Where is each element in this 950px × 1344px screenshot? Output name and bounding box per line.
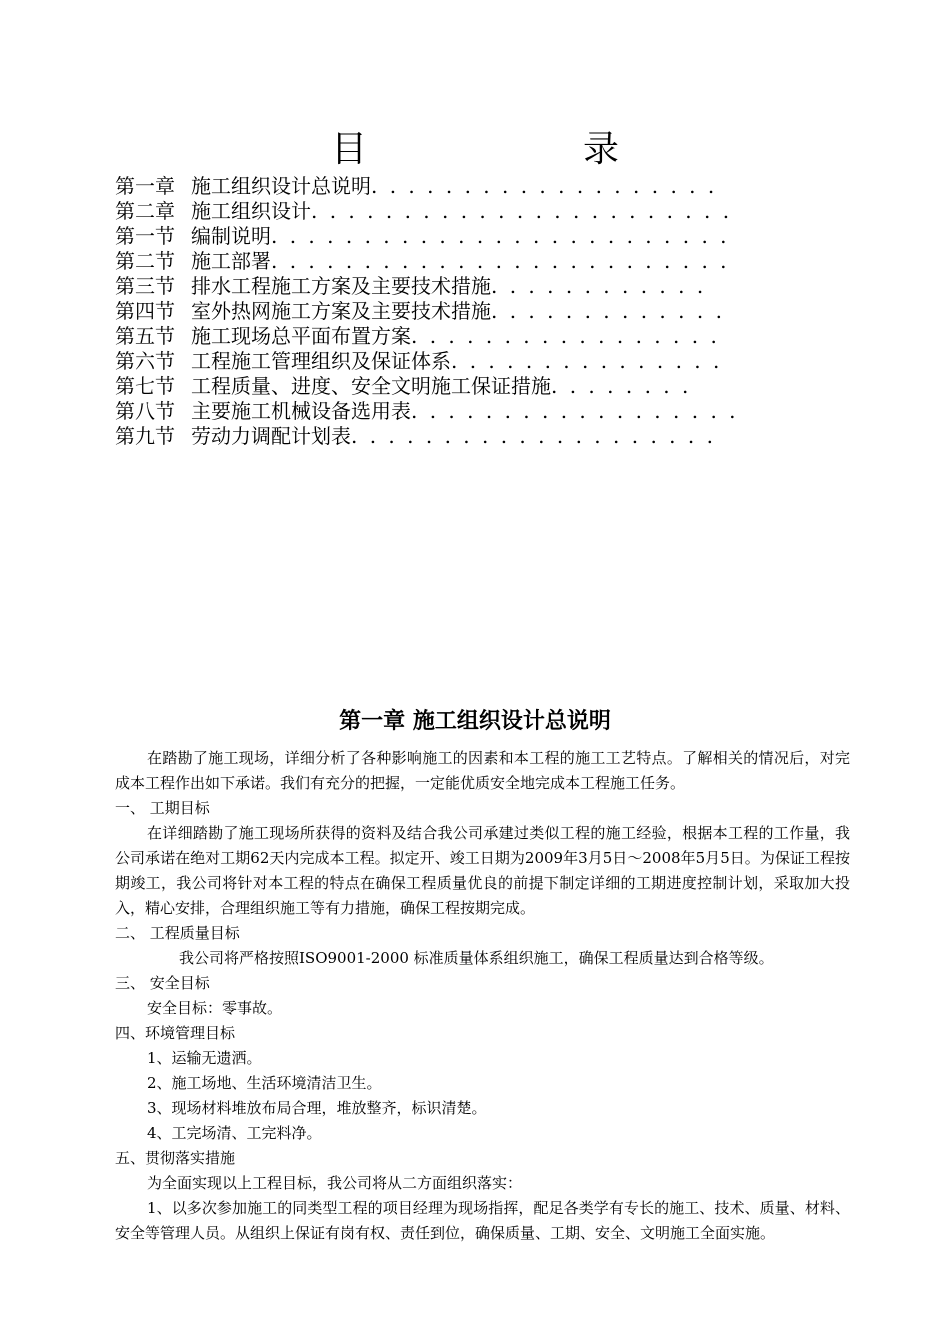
toc-text: 主要施工机械设备选用表 bbox=[191, 399, 411, 423]
toc-label: 第九节 bbox=[115, 424, 175, 448]
toc-label: 第八节 bbox=[115, 399, 175, 423]
toc-text: 编制说明 bbox=[191, 224, 271, 248]
measures-paragraph: 为全面实现以上工程目标，我公司将从二方面组织落实： bbox=[147, 1174, 523, 1192]
list-item: 3、现场材料堆放布局合理，堆放整齐，标识清楚。 bbox=[147, 1099, 487, 1117]
toc-entry[interactable] bbox=[115, 324, 765, 349]
toc-leader: . . . . . . . . . . . . . bbox=[491, 299, 725, 323]
toc-text: 室外热网施工方案及主要技术措施 bbox=[191, 299, 491, 323]
toc-entry[interactable] bbox=[115, 274, 765, 299]
measures-item: 1、以多次参加施工的同类型工程的项目经理为现场指挥，配足各类学有专长的施工、技术、质量、材料、安全等管理人员。从组织上保证有岗有权、责任到位，确保质量、工期、安全、文明施工全面实施。 bbox=[115, 1199, 850, 1242]
toc-entry[interactable] bbox=[115, 174, 765, 199]
toc-label: 第四节 bbox=[115, 299, 175, 323]
section-heading: 五、贯彻落实措施 bbox=[115, 1149, 236, 1167]
toc-text: 施工组织设计总说明 bbox=[191, 174, 371, 198]
toc-leader: . . . . . . . . . . . . . . . . . bbox=[411, 324, 720, 348]
toc-entry[interactable] bbox=[115, 349, 765, 374]
safety-paragraph: 安全目标：零事故。 bbox=[147, 999, 283, 1017]
table-of-contents bbox=[115, 174, 765, 449]
toc-text: 劳动力调配计划表 bbox=[191, 424, 351, 448]
intro-paragraph: 在踏勘了施工现场，详细分析了各种影响施工的因素和本工程的施工工艺特点。了解相关的情况后，对完成本工程作出如下承诺。我们有充分的把握，一定能优质安全地完成本工程施工任务。 bbox=[115, 749, 850, 792]
toc-entry[interactable] bbox=[115, 299, 765, 324]
section-heading: 三、 安全目标 bbox=[115, 974, 210, 992]
toc-text: 工程质量、进度、安全文明施工保证措施 bbox=[191, 374, 551, 398]
toc-leader: . . . . . . . . . . . . . . . . . . . . . . . . . bbox=[271, 249, 730, 273]
toc-label: 第一节 bbox=[115, 224, 175, 248]
toc-label: 第一章 bbox=[115, 174, 175, 198]
toc-leader: . . . . . . . . . . . . . . . . . . . bbox=[371, 174, 718, 198]
toc-label: 第三节 bbox=[115, 274, 175, 298]
toc-label: 第二节 bbox=[115, 249, 175, 273]
toc-leader: . . . . . . . . . . . . bbox=[491, 274, 707, 298]
toc-entry[interactable] bbox=[115, 199, 765, 224]
toc-title: 目 录 bbox=[330, 129, 709, 170]
section-heading: 四、环境管理目标 bbox=[115, 1024, 236, 1042]
chapter-title: 第一章 施工组织设计总说明 bbox=[339, 708, 611, 734]
toc-leader: . . . . . . . . . . . . . . . . . . . . . . . . . bbox=[271, 224, 730, 248]
list-item: 1、运输无遗洒。 bbox=[147, 1049, 262, 1067]
section-heading: 一、 工期目标 bbox=[115, 799, 210, 817]
toc-text: 施工现场总平面布置方案 bbox=[191, 324, 411, 348]
toc-label: 第六节 bbox=[115, 349, 175, 373]
toc-label: 第五节 bbox=[115, 324, 175, 348]
toc-text: 排水工程施工方案及主要技术措施 bbox=[191, 274, 491, 298]
toc-entry[interactable] bbox=[115, 249, 765, 274]
toc-leader: . . . . . . . . . . . . . . . . . . . . . . . bbox=[311, 199, 733, 223]
toc-entry[interactable] bbox=[115, 224, 765, 249]
toc-leader: . . . . . . . . . . . . . . . . . . . . bbox=[351, 424, 716, 448]
chapter-body bbox=[115, 746, 850, 1246]
toc-label: 第七节 bbox=[115, 374, 175, 398]
toc-text: 施工部署 bbox=[191, 249, 271, 273]
toc-label: 第二章 bbox=[115, 199, 175, 223]
toc-leader: . . . . . . . . . . . . . . . bbox=[451, 349, 723, 373]
toc-entry[interactable] bbox=[115, 374, 765, 399]
list-item: 4、工完场清、工完料净。 bbox=[147, 1124, 322, 1142]
toc-leader: . . . . . . . . . . . . . . . . . . bbox=[411, 399, 739, 423]
list-item: 2、施工场地、生活环境清洁卫生。 bbox=[147, 1074, 382, 1092]
section-heading: 二、 工程质量目标 bbox=[115, 924, 240, 942]
toc-leader: . . . . . . . . bbox=[551, 374, 692, 398]
quality-paragraph: 我公司将严格按照ISO9001-2000 标准质量体系组织施工，确保工程质量达到合格等级。 bbox=[179, 949, 774, 967]
schedule-paragraph: 在详细踏勘了施工现场所获得的资料及结合我公司承建过类似工程的施工经验，根据本工程的工作量，我公司承诺在绝对工期62天内完成本工程。拟定开、竣工日期为2009年3月5日～2008年5月5日。为保证工程按期竣工，我公司将针对本工程的特点在确保工程质量优良的前提下制定详细的工期进度控制计划，采取加大投入，精心安排，合理组织施工等有力措施，确保工程按期完成。 bbox=[115, 824, 850, 917]
toc-text: 工程施工管理组织及保证体系 bbox=[191, 349, 451, 373]
toc-entry[interactable] bbox=[115, 424, 765, 449]
toc-text: 施工组织设计 bbox=[191, 199, 311, 223]
toc-entry[interactable] bbox=[115, 399, 765, 424]
